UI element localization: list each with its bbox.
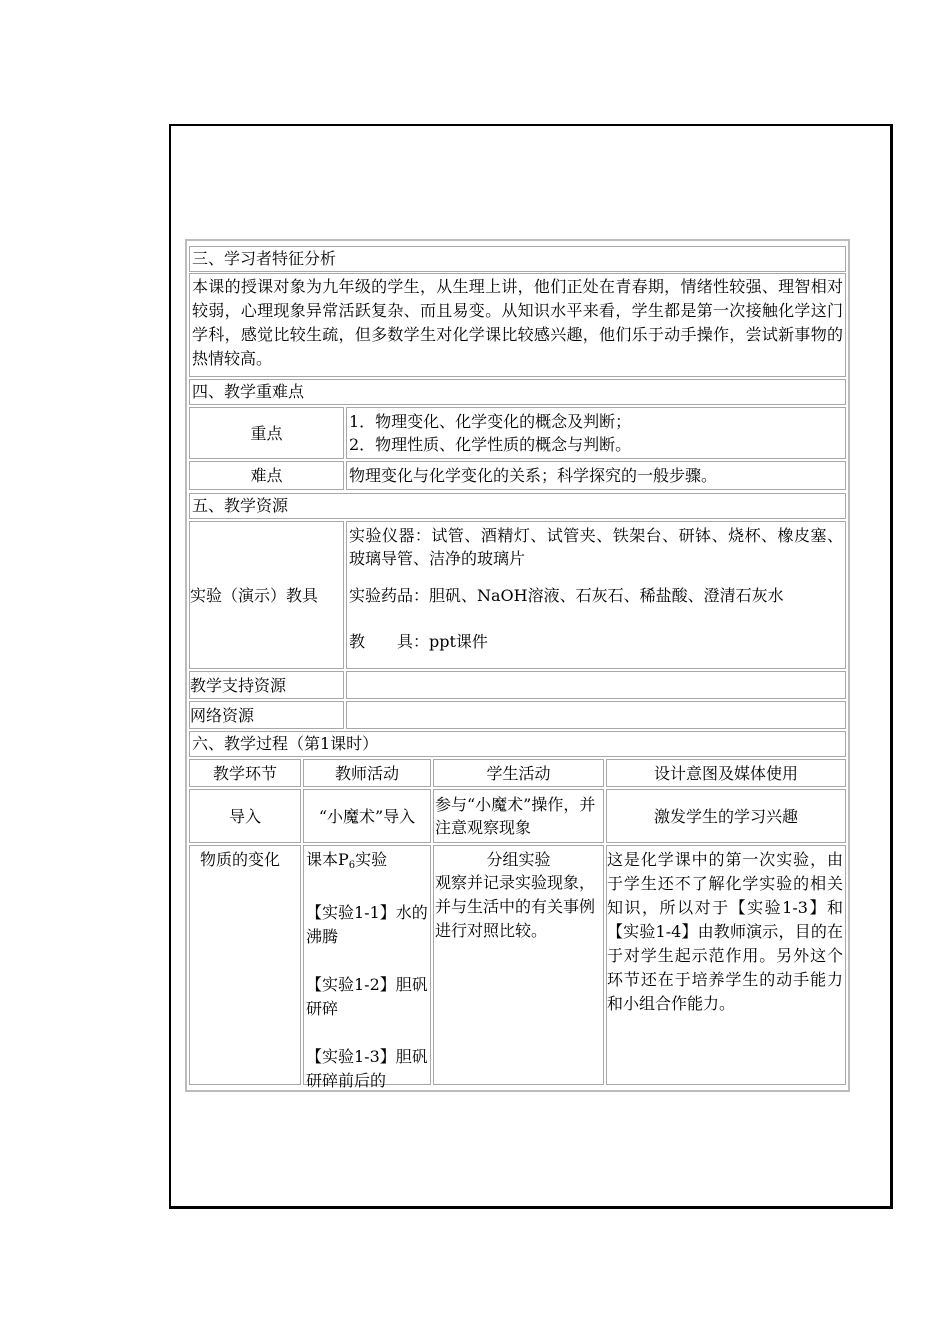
section6-heading-text: 六、教学过程（第1课时） [192,734,379,753]
support-resources-value [346,671,846,699]
teaching-tools-value: ppt课件 [429,632,488,651]
section3-body [189,273,846,377]
change-teacher [303,845,431,1090]
change-intent-text: 这是化学课中的第一次实验，由于学生还不了解化学实验的相关知识，所以对于【实验1-3】和【实验1-4】由教师演示，目的在于对学生起示范作用。另外这个环节还在于培养学生的动手能力和小组合作能力。 [607,850,843,1013]
experiment-1-1: 【实验1-1】水的沸腾 [306,903,428,946]
experiment-1-3: 【实验1-3】胆矾研碎前后的 [306,1047,428,1090]
difficulty-label [189,461,344,490]
key-points-label [189,407,344,459]
difficulty-text [346,461,846,490]
section4-heading [189,379,846,405]
intro-student-text: 参与“小魔术”操作，并注意观察现象 [435,795,596,837]
teaching-tools-line [349,630,843,653]
tools-label-text: 实验（演示）教具 [190,585,319,605]
reagents-text: 实验药品：胆矾、NaOH溶液、石灰石、稀盐酸、澄清石灰水 [349,586,784,605]
difficulty-label-text: 难点 [250,466,283,485]
section3-heading [189,246,846,272]
textbook-suffix: 实验 [355,850,388,869]
intro-teacher-text: “小魔术”导入 [318,806,416,826]
header-text: 教师活动 [334,763,399,783]
key-point-item: 1．物理变化、化学变化的概念及判断； [349,412,632,431]
instruments-text: 实验仪器：试管、酒精灯、试管夹、铁架台、研钵、烧杯、橡皮塞、玻璃导管、洁净的玻璃片 [349,526,843,568]
intro-intent-text: 激发学生的学习兴趣 [653,806,798,826]
teaching-tools-label: 教 具： [349,632,430,651]
key-point-item: 2．物理性质、化学性质的概念与判断。 [349,435,632,454]
process-header-intent [606,759,846,787]
network-resources-label [189,701,344,729]
header-text: 教学环节 [212,763,277,783]
lesson-plan-table [185,239,850,1092]
key-points-list [346,407,846,459]
student-activity-body: 观察并记录实验现象，并与生活中的有关事例进行对照比较。 [435,873,596,940]
textbook-experiment [306,848,429,877]
change-stage [189,845,301,1085]
intro-teacher [303,789,431,843]
tools-label [189,521,344,669]
process-header-stage [189,759,301,787]
section4-heading-text: 四、教学重难点 [192,382,305,401]
difficulty-value: 物理变化与化学变化的关系；科学探究的一般步骤。 [349,466,718,485]
process-header-student [433,759,604,787]
section5-heading-text: 五、教学资源 [192,496,289,515]
process-header-teacher [303,759,431,787]
textbook-prefix: 课本P [306,850,349,869]
intro-stage-text: 导入 [228,806,261,826]
header-text: 学生活动 [486,763,551,783]
intro-stage [189,789,301,843]
key-label-text: 重点 [250,423,283,443]
change-student [433,845,604,1085]
network-label-text: 网络资源 [190,705,255,725]
student-activity-title: 分组实验 [486,850,551,869]
section3-heading-text: 三、学习者特征分析 [192,249,337,268]
change-intent [606,845,846,1085]
textbook-page: 6 [348,860,356,871]
support-resources-label [189,671,344,699]
network-resources-value [346,701,846,729]
support-label-text: 教学支持资源 [190,675,287,695]
change-stage-text: 物质的变化 [200,850,281,869]
learner-analysis-text: 本课的授课对象为九年级的学生，从生理上讲，他们正处在青春期，情绪性较强、理智相对较弱，心理现象异常活跃复杂、而且易变。从知识水平来看，学生都是第一次接触化学这门学科，感觉比较生疏，但多数学生对化学课比较感兴趣，他们乐于动手操作，尝试新事物的热情较高。 [192,277,843,368]
header-text: 设计意图及媒体使用 [653,763,798,783]
experiment-1-2: 【实验1-2】胆矾研碎 [306,975,428,1018]
section5-heading [189,493,846,519]
section6-heading [189,731,846,757]
intro-intent [606,789,846,843]
intro-student [433,789,604,843]
tools-content [346,521,846,669]
